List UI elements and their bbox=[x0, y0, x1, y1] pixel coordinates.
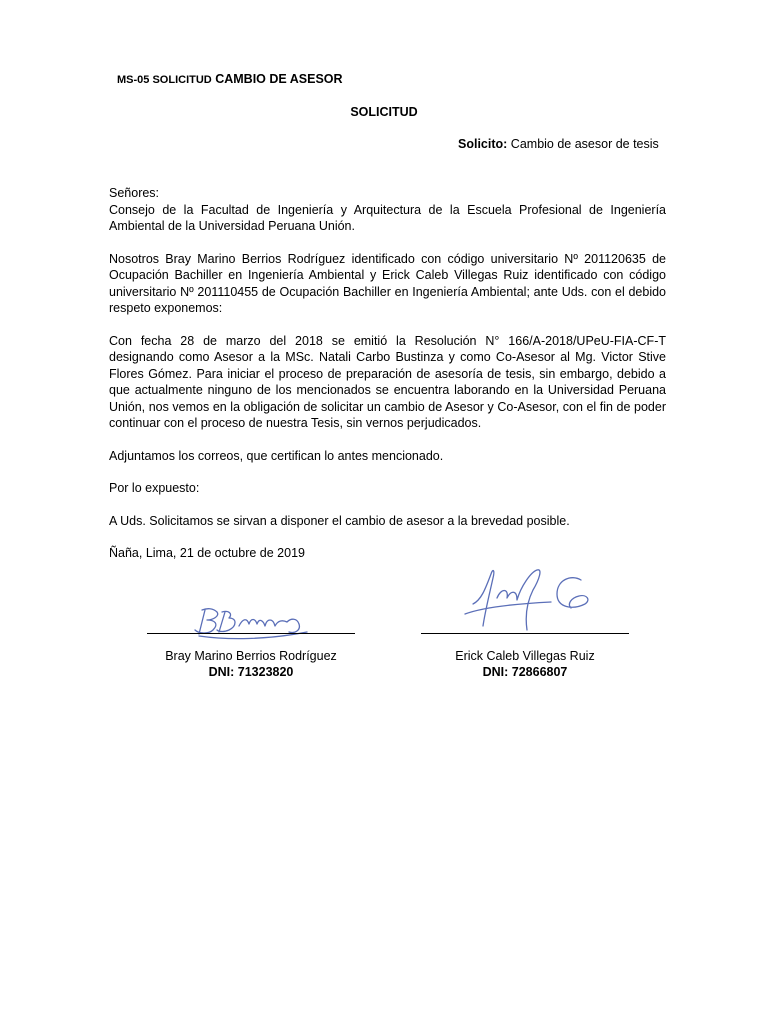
paragraph-exposition: Nosotros Bray Marino Berrios Rodríguez identificado con código universitario Nº 201120635 de Ocupación Bachiller en Ingeniería Ambiental y Erick Caleb Villegas Ruiz identificado con código universitario Nº 201110455 de Ocupación Bachiller en Ingeniería Ambiental; ante Uds. con el debido respeto exponemos: bbox=[109, 251, 666, 315]
addressee: Consejo de la Facultad de Ingeniería y Arquitectura de la Escuela Profesional de Ingeniería Ambiental de la Universidad Peruana Unión. bbox=[109, 202, 666, 233]
document-title bbox=[0, 105, 768, 119]
signer-name-right: Erick Caleb Villegas Ruiz bbox=[455, 649, 595, 663]
paragraph-por-lo-expuesto: Por lo expuesto: bbox=[109, 481, 200, 495]
signer-dni-left: DNI: 71323820 bbox=[208, 665, 294, 679]
signature-erick-icon bbox=[421, 560, 631, 640]
paragraph-request: A Uds. Solicitamos se sirvan a disponer el cambio de asesor a la brevedad posible. bbox=[109, 513, 570, 528]
document-code-title: CAMBIO DE ASESOR bbox=[215, 72, 343, 86]
document-code bbox=[117, 72, 343, 86]
paragraph-attachments: Adjuntamos los correos, que certifican lo antes mencionado. bbox=[109, 448, 444, 463]
signer-name-left: Bray Marino Berrios Rodríguez bbox=[165, 649, 337, 663]
salutation: Señores: bbox=[109, 186, 160, 200]
solicito-value: Cambio de asesor de tesis bbox=[510, 137, 659, 151]
paragraph-resolution: Con fecha 28 de marzo del 2018 se emitió la Resolución N° 166/A-2018/UPeU-FIA-CF-T designando como Asesor a la MSc. Natali Carbo Bustinza y como Co-Asesor al Mg. Victor Stive Flores Gómez. Para iniciar el proceso de preparación de asesoría de tesis, sin embargo, debido a que actualmente ninguno de los mencionados se encuentra laborando en la Universidad Peruana Unión, nos vemos en la obligación de solicitar un cambio de Asesor y Co-Asesor, con el fin de poder continuar con el proceso de nuestra Tesis, sin vernos perjudicados. bbox=[109, 333, 666, 430]
signature-bray-icon bbox=[147, 560, 357, 640]
solicito-line bbox=[458, 137, 659, 151]
signer-dni-right: DNI: 72866807 bbox=[482, 665, 568, 679]
document-code-prefix: MS-05 SOLICITUD bbox=[117, 74, 212, 86]
place-date: Ñaña, Lima, 21 de octubre de 2019 bbox=[109, 546, 305, 560]
letter-body bbox=[109, 185, 666, 562]
document-title-text: SOLICITUD bbox=[350, 105, 418, 119]
signature-line-left bbox=[147, 633, 355, 634]
solicito-label: Solicito: bbox=[458, 137, 508, 151]
signature-line-right bbox=[421, 633, 629, 634]
signature-block-right bbox=[421, 560, 631, 682]
signature-block-left bbox=[147, 560, 357, 682]
